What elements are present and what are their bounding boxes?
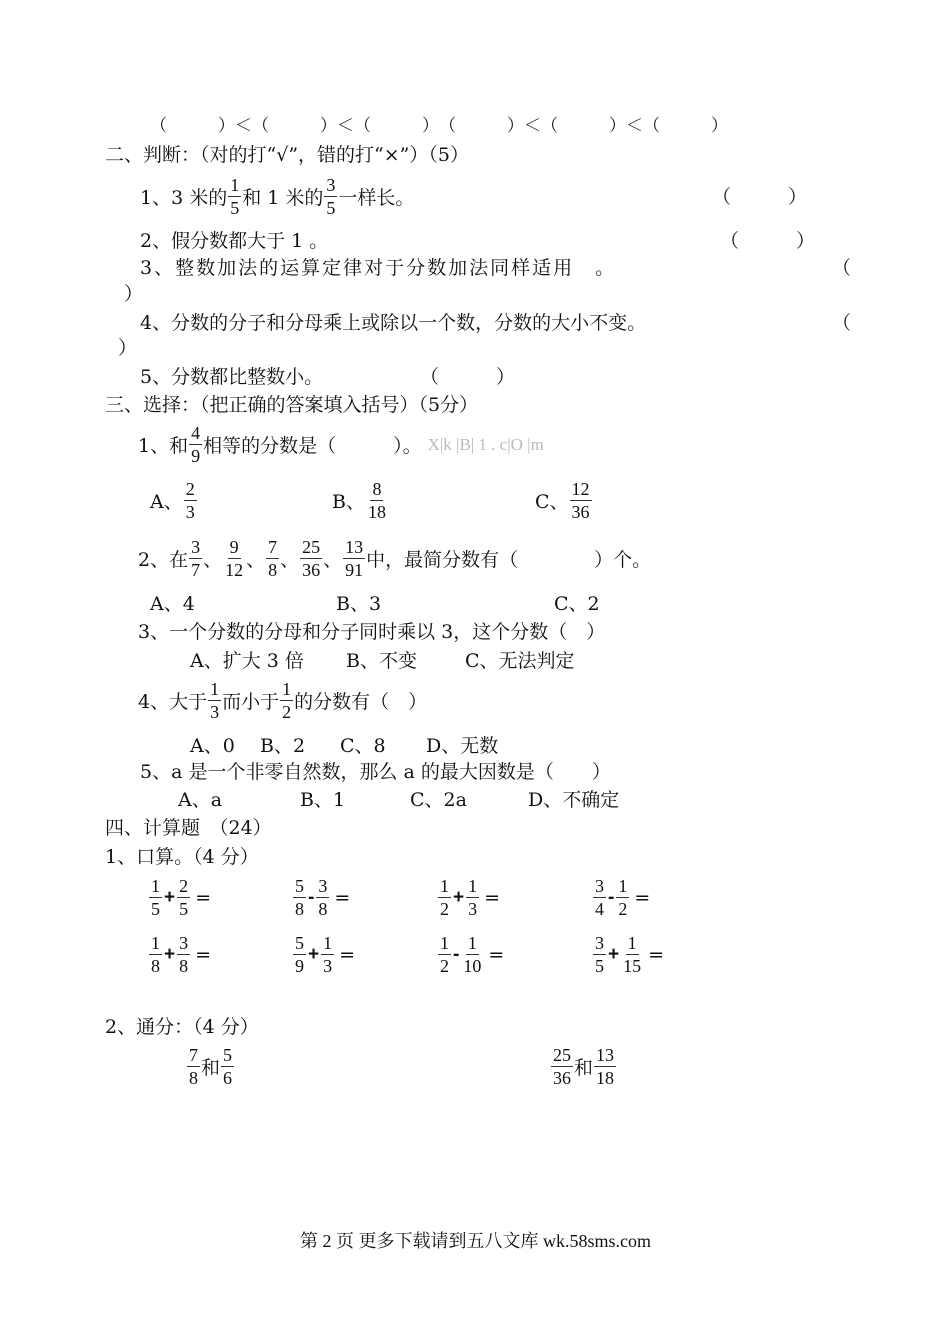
s3-q3-option-c[interactable]: C、无法判定 xyxy=(465,650,575,672)
s3-q4-option-a[interactable]: A、0 xyxy=(190,735,235,757)
s3-q3-option-a[interactable]: A、扩大 3 倍 xyxy=(190,650,304,672)
s3-q1-option-c[interactable]: C、 $\frac{12}{36}$ xyxy=(535,479,590,522)
s3-q1-option-a[interactable]: A、 $\frac{2}{3}$ xyxy=(150,479,195,522)
oral-calc-6: $\frac{5}{9}$ + $\frac{1}{3}$ = xyxy=(295,933,356,976)
s3-q2-option-b[interactable]: B、3 xyxy=(336,593,382,615)
s2-q5: 5、分数都比整数小。 xyxy=(140,366,324,388)
s3-q4: 4、大于 $\frac{1}{3}$ 而小于 $\frac{1}{2}$ 的分数有（ ） xyxy=(138,679,428,722)
oral-calc-3: $\frac{1}{2}$ + $\frac{1}{3}$ = xyxy=(440,876,501,919)
s2-q2-answer-blank[interactable]: （ ） xyxy=(720,230,816,252)
section4-heading: 四、计算题 （24） xyxy=(105,817,272,839)
oral-calc-8: $\frac{3}{5}$ + $\frac{1}{15}$ = xyxy=(595,933,665,976)
s3-q1-pre: 1、和 xyxy=(138,435,189,457)
s2-q4: 4、分数的分子和分母乘上或除以一个数，分数的大小不变。 xyxy=(140,312,647,334)
s2-q3-paren-open[interactable]: （ xyxy=(832,257,852,279)
s2-q3-paren-close[interactable]: ） xyxy=(124,283,144,305)
s3-q4-option-d[interactable]: D、无数 xyxy=(426,735,499,757)
s2-q1 xyxy=(140,174,414,219)
s3-q4-option-b[interactable]: B、2 xyxy=(260,735,306,757)
s2-q1-answer-blank[interactable]: （ ） xyxy=(712,186,808,208)
s3-q1-frac: $\frac{4}{9}$ xyxy=(191,423,201,466)
oral-calc-2: $\frac{5}{8}$ - $\frac{3}{8}$ = xyxy=(295,876,351,919)
s3-q1-option-b[interactable]: B、 $\frac{8}{18}$ xyxy=(332,479,386,522)
s3-q4-option-c[interactable]: C、8 xyxy=(340,735,386,757)
s2-q1-post: 一样长。 xyxy=(338,187,415,209)
top-blank-line: （ ）＜（ ）＜（ ） （ ）＜（ ）＜（ ） xyxy=(150,116,728,136)
s2-q4-paren-open[interactable]: （ xyxy=(832,312,852,334)
s3-q5-option-b[interactable]: B、1 xyxy=(300,789,346,811)
section2-heading: 二、判断：（对的打“√”，错的打“×”）（5） xyxy=(105,144,469,166)
s3-q1-post: 相等的分数是（ ）。 xyxy=(203,435,422,457)
s2-q3: 3、整数加法的运算定律对于分数加法同样适用 。 xyxy=(140,257,617,279)
s2-q5-answer-blank[interactable]: （ ） xyxy=(420,366,516,388)
s3-q5-option-a[interactable]: A、a xyxy=(178,789,223,811)
s3-q5-option-d[interactable]: D、不确定 xyxy=(528,789,620,811)
s3-q5-option-c[interactable]: C、2a xyxy=(410,789,467,811)
s3-q3-option-b[interactable]: B、不变 xyxy=(346,650,417,672)
s2-q2: 2、假分数都大于 1 。 xyxy=(140,230,329,252)
s2-q1-mid: 和 1 米的 xyxy=(242,187,324,209)
s2-q4-paren-close[interactable]: ） xyxy=(118,337,138,359)
oral-calc-1: $\frac{1}{5}$ + $\frac{2}{5}$ = xyxy=(151,876,212,919)
oral-calc-4: $\frac{3}{4}$ - $\frac{1}{2}$ = xyxy=(595,876,651,919)
page-footer: 第 2 页 更多下载请到五八文库 wk.58sms.com xyxy=(300,1231,651,1251)
section3-heading: 三、选择：（把正确的答案填入括号）（5分） xyxy=(105,394,479,416)
s4-sub2-heading: 2、通分：（4 分） xyxy=(105,1016,259,1038)
common-denominator-pair-2: $\frac{25}{36}$ 和 $\frac{13}{18}$ xyxy=(553,1045,615,1088)
s3-q2: 2、在 $\frac{3}{7}$ 、 $\frac{9}{12}$ 、 $\frac{7}{8}$ 、 $\frac{25}{36}$ 、 $\frac{13}{91}$ 中，最简分数有（ ）个。 xyxy=(138,537,652,580)
s3-q3: 3、一个分数的分母和分子同时乘以 3，这个分数（ ） xyxy=(138,621,606,643)
s4-sub1-heading: 1、口算。（4 分） xyxy=(105,846,259,868)
s3-q2-option-a[interactable]: A、4 xyxy=(150,593,195,615)
s3-q5: 5、a 是一个非零自然数，那么 a 的最大因数是（ ） xyxy=(140,761,611,783)
s2-q1-frac2: $\frac{3}{5}$ xyxy=(326,175,336,218)
s2-q1-pre: 1、3 米的 xyxy=(140,187,228,209)
s3-q2-option-c[interactable]: C、2 xyxy=(554,593,600,615)
oral-calc-5: $\frac{1}{8}$ + $\frac{3}{8}$ = xyxy=(151,933,212,976)
s3-q1 xyxy=(138,422,544,467)
common-denominator-pair-1: $\frac{7}{8}$ 和 $\frac{5}{6}$ xyxy=(189,1045,233,1088)
s2-q1-frac1: $\frac{1}{5}$ xyxy=(230,175,240,218)
oral-calc-7: $\frac{1}{2}$ - $\frac{1}{10}$ = xyxy=(440,933,505,976)
watermark-text: X|k |B| 1 . c|O |m xyxy=(427,434,544,454)
